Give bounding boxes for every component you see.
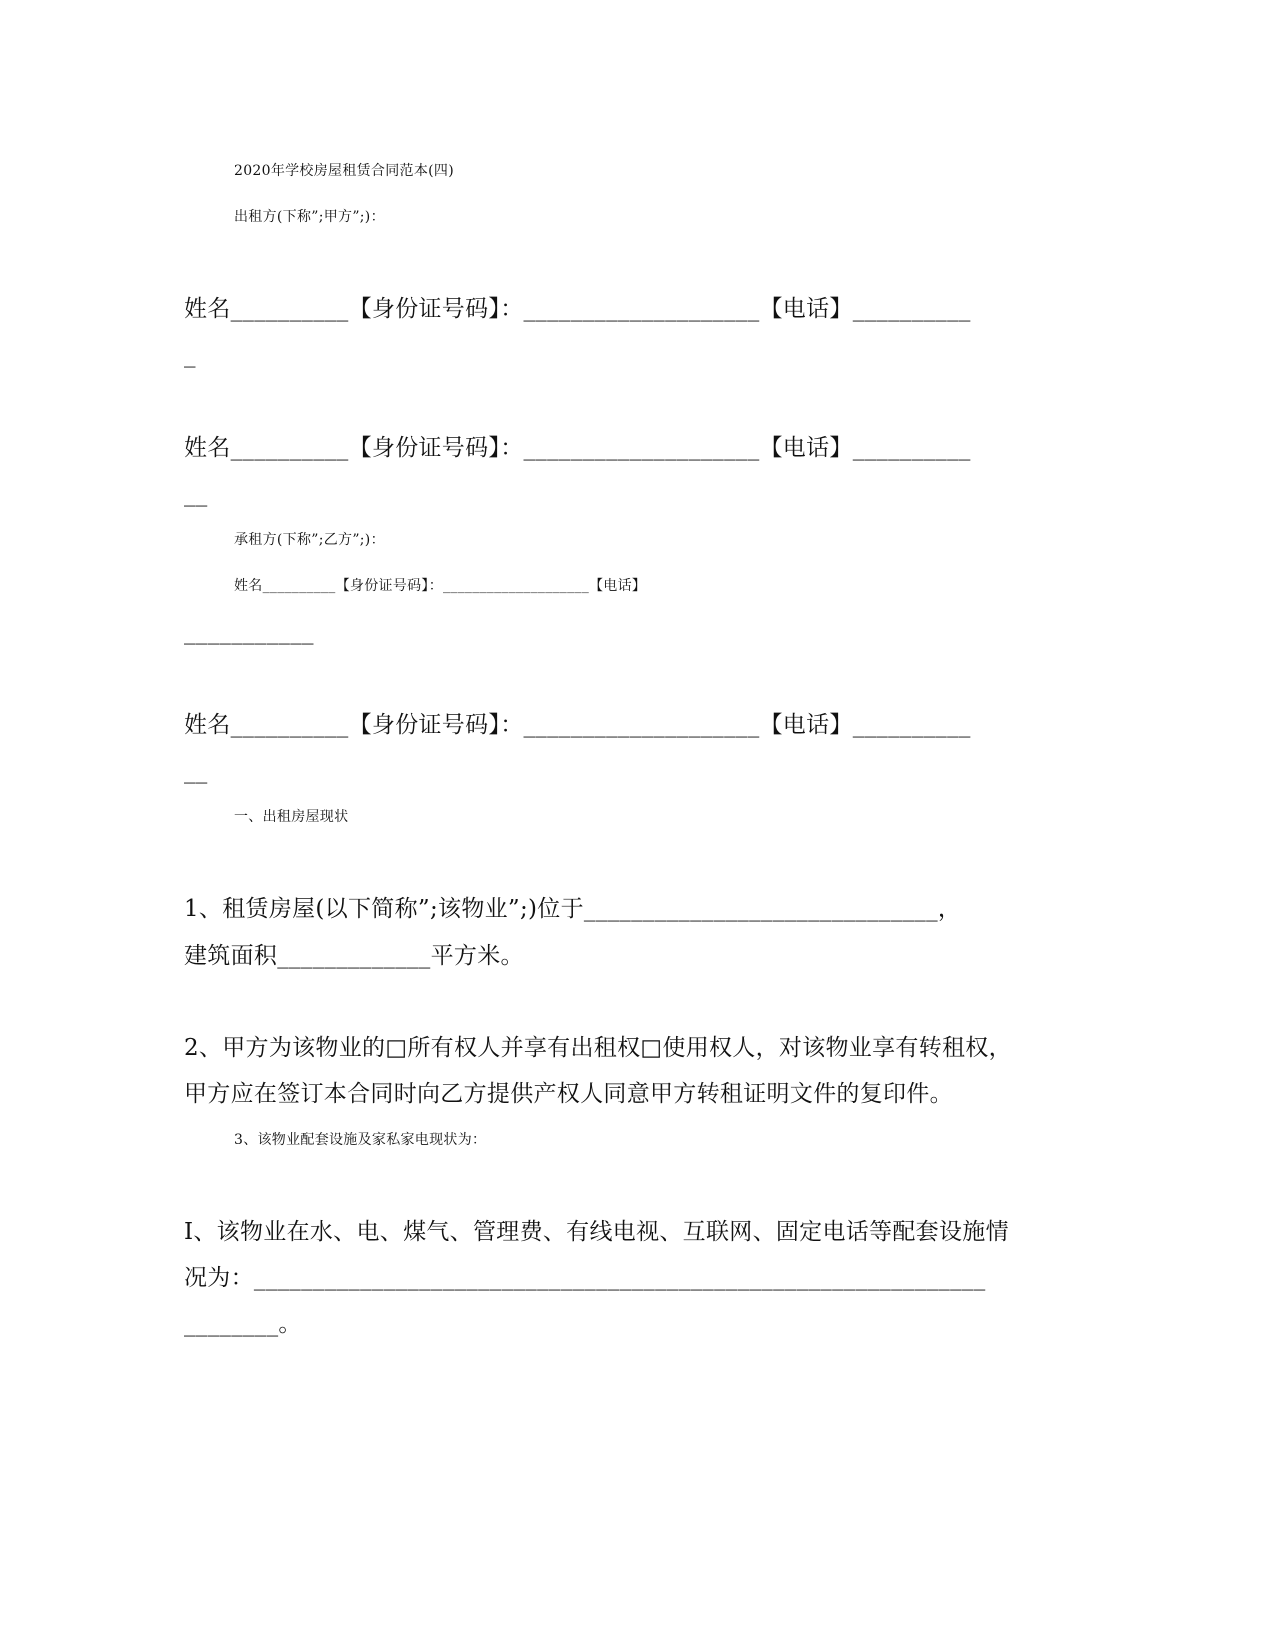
section-1-heading: 一、出租房屋现状 [234,809,349,825]
item-1-line-2: 建筑面积_____________平方米。 [184,943,524,969]
lessee-1-info-continuation: ___________ [184,619,314,645]
lessor-heading: 出租方(下称”;甲方”;)： [234,209,385,225]
lessor-1-info-continuation: _ [184,342,196,368]
lessor-2-info-continuation: __ [184,481,208,507]
lessee-2-info-continuation: __ [184,758,208,784]
lessee-2-info-line: 姓名__________【身份证号码】：____________________【电话】__________ [184,712,971,738]
item-3-i-line-3: ________。 [184,1311,302,1337]
item-1-line-1: 1、租赁房屋(以下简称”;该物业”;)位于______________________________， [184,896,962,922]
item-2-line-2: 甲方应在签订本合同时向乙方提供产权人同意甲方转租证明文件的复印件。 [184,1081,953,1107]
lessor-1-info-line: 姓名__________【身份证号码】：____________________【电话】__________ [184,296,971,322]
item-3-i-line-2: 况为：______________________________________________________________ [184,1265,986,1291]
lessee-heading: 承租方(下称”;乙方”;)： [234,532,385,548]
document-title: 2020年学校房屋租赁合同范本(四) [234,163,454,179]
lessor-2-info-line: 姓名__________【身份证号码】：____________________【电话】__________ [184,435,971,461]
item-3-i-line-1: Ⅰ、该物业在水、电、煤气、管理费、有线电视、互联网、固定电话等配套设施情 [184,1219,1009,1245]
item-3-heading: 3、该物业配套设施及家私家电现状为： [234,1132,487,1148]
item-2-line-1: 2、甲方为该物业的□所有权人并享有出租权□使用权人，对该物业享有转租权， [184,1035,1012,1061]
lessee-1-info-line: 姓名__________【身份证号码】：____________________【电话】 [234,578,647,594]
